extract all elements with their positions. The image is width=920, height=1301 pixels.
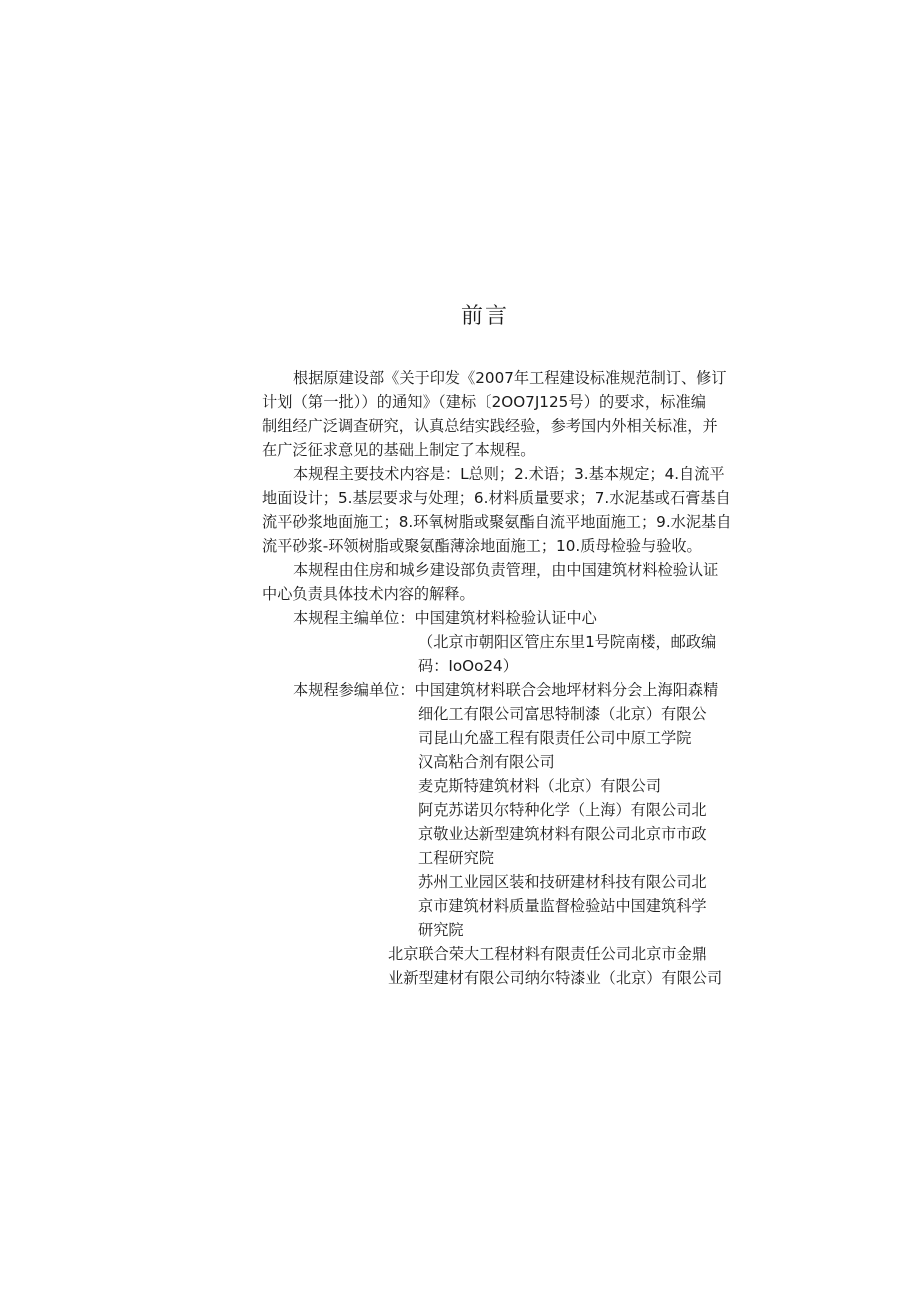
- chief-editor-address-line-2: 码：IoOo24）: [418, 657, 518, 675]
- participants-line-7: 京敬业达新型建筑材料有限公司北京市市政: [418, 825, 707, 843]
- participants-line-11: 研究院: [418, 921, 464, 939]
- participants-line-4: 汉高粘合剂有限公司: [418, 753, 555, 771]
- paragraph-2-line-3: 流平砂浆地面施工；8.环氧树脂或聚氨酯自流平地面施工；9.水泥基自: [262, 513, 732, 531]
- participants-line-9: 苏州工业园区装和技研建材科技有限公司北: [418, 873, 707, 891]
- chief-editor-address-line-1: （北京市朝阳区管庄东里1号院南楼，邮政编: [418, 633, 717, 651]
- paragraph-2-line-1: 本规程主要技术内容是：L总则；2.术语；3.基本规定；4.自流平: [293, 465, 725, 483]
- paragraph-2-line-2: 地面设计；5.基层要求与处理；6.材料质量要求；7.水泥基或石膏基自: [262, 489, 731, 507]
- paragraph-1-line-3: 制组经广泛调查研究，认真总结实践经验，参考国内外相关标准，并: [262, 417, 718, 435]
- participants-line-1: 本规程参编单位：中国建筑材料联合会地坪材料分会上海阳森精: [293, 681, 719, 699]
- participants-line-10: 京市建筑材料质量监督检验站中国建筑科学: [418, 897, 707, 915]
- participants-line-5: 麦克斯特建筑材料（北京）有限公司: [418, 777, 661, 795]
- page-title: 前言: [460, 304, 509, 329]
- participants-line-8: 工程研究院: [418, 849, 494, 867]
- participants-line-2: 细化工有限公司富思特制漆（北京）有限公: [418, 705, 707, 723]
- paragraph-3-line-2: 中心负责具体技术内容的解释。: [262, 585, 475, 603]
- paragraph-2-line-4: 流平砂浆-环领树脂或聚氨酯薄涂地面施工；10.质母检验与验收。: [262, 537, 702, 555]
- paragraph-1-line-1: 根据原建设部《关于印发《2007年工程建设标准规范制订、修订: [293, 369, 727, 387]
- participants-line-3: 司昆山允盛工程有限责任公司中原工学院: [418, 729, 692, 747]
- participants-line-6: 阿克苏诺贝尔特种化学（上海）有限公司北: [418, 801, 707, 819]
- participants-line-13: 业新型建材有限公司纳尔特漆业（北京）有限公司: [388, 969, 723, 987]
- participants-line-12: 北京联合荣大工程材料有限责任公司北京市金鼎: [388, 945, 707, 963]
- paragraph-1-line-2: 计划（第一批））的通知》（建标〔2OO7J125号）的要求，标准编: [262, 393, 706, 411]
- paragraph-3-line-1: 本规程由住房和城乡建设部负责管理，由中国建筑材料检验认证: [293, 561, 719, 579]
- chief-editor-line: 本规程主编单位：中国建筑材料检验认证中心: [293, 609, 597, 627]
- paragraph-1-line-4: 在广泛征求意见的基础上制定了本规程。: [262, 441, 536, 459]
